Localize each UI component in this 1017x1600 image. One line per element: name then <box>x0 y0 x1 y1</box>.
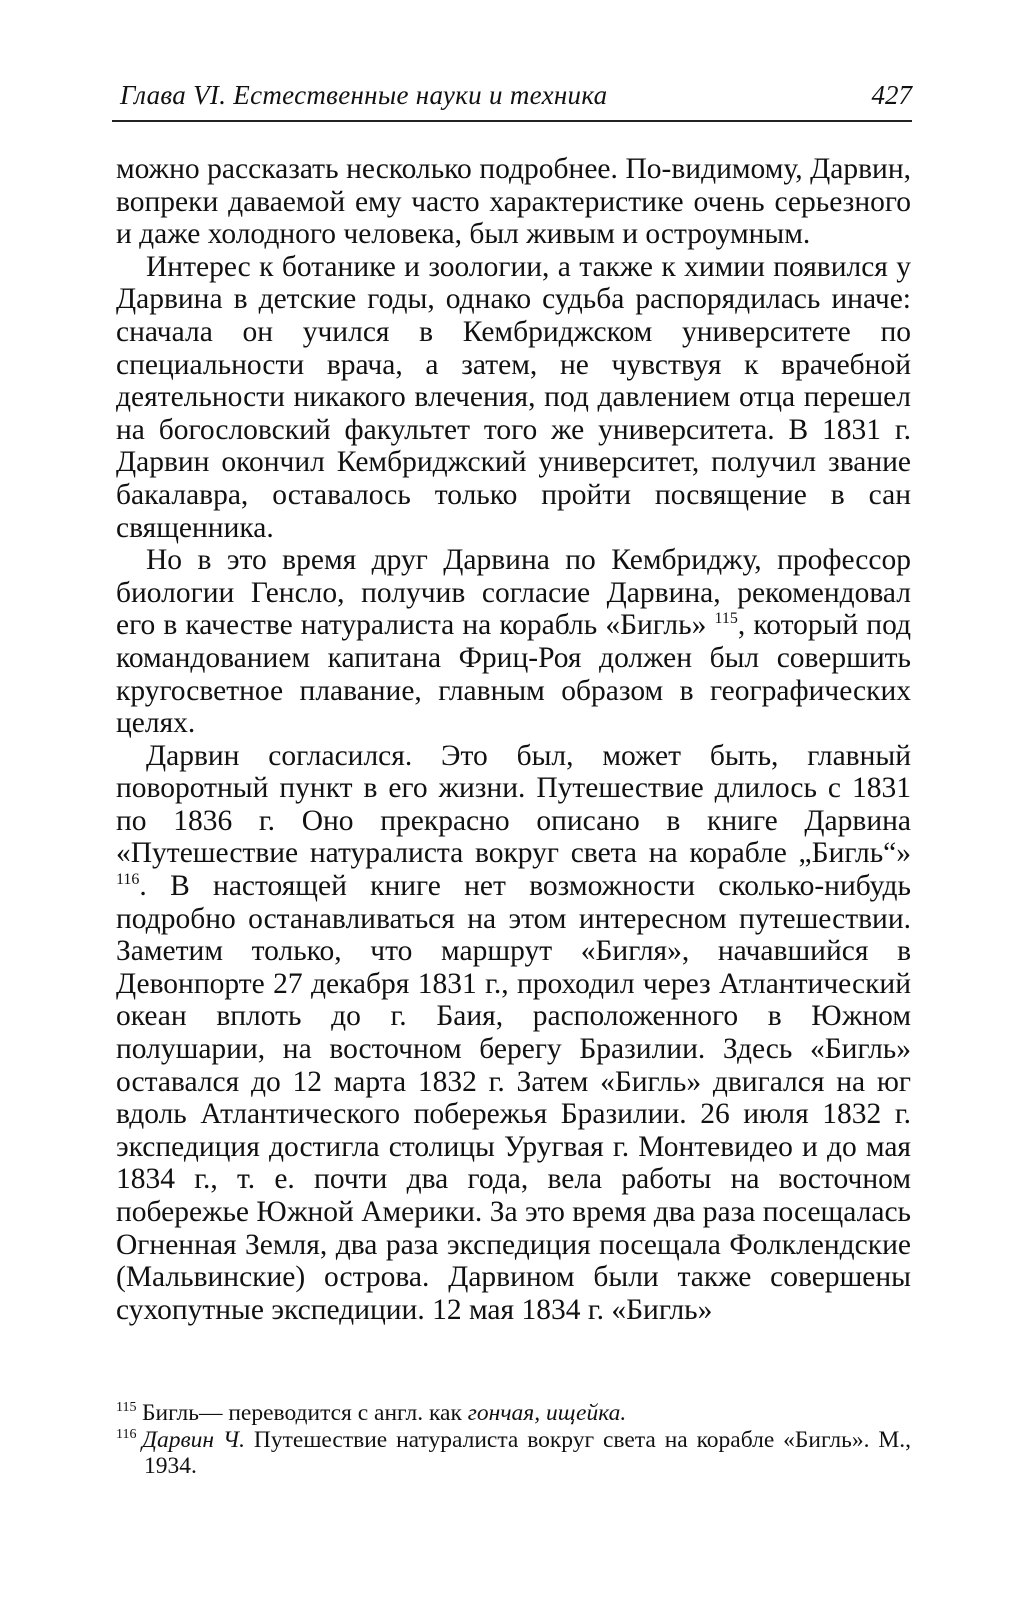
footnote-text: Бигль— переводится с англ. как <box>142 1400 468 1426</box>
main-text <box>116 153 911 1326</box>
paragraph-4-text-a: Дарвин согласился. Это был, может быть, главный поворотный пункт в его жизни. Путешествие длилось с 1831 по 1836 г. Оно прекрасно описано в книге Дарвина «Путешествие натуралиста вокруг света на корабле „Бигль“» <box>116 739 911 870</box>
page-number: 427 <box>871 80 912 110</box>
paragraph-4 <box>116 740 911 1327</box>
header-divider <box>112 120 912 122</box>
footnotes <box>116 1400 911 1480</box>
footnote-author: Дарвин Ч. <box>142 1427 246 1453</box>
footnote-italic-text: гончая, ищейка. <box>467 1400 627 1426</box>
footnote-text: Путешествие натуралиста вокруг света на корабле «Бигль». М., 1934. <box>144 1427 911 1479</box>
paragraph-4-text-b: . В настоящей книге нет возможности сколько-нибудь подробно останавливаться на этом интересном путешествии. Заметим только, что маршрут «Бигля», начавшийся в Девонпорте 27 декабря 1831 г., проходил через Атлантический океан вплоть до г. Баия, расположенного в Южном полушарии, на восточном берегу Бразилии. Здесь «Бигль» оставался до 12 марта 1832 г. Затем «Бигль» двигался на юг вдоль Атлантического побережья Бразилии. 26 июля 1832 г. экспедиция достигла столицы Уругвая г. Монтевидео и до мая 1834 г., т. е. почти два года, вела работы на восточном побережье Южной Америки. За это время два раза посещалась Огненная Земля, два раза экспедиция посещала Фолклендские (Мальвинские) острова. Дарвином были также совершены сухопутные экспедиции. 12 мая 1834 г. «Бигль» <box>116 870 911 1326</box>
chapter-title: Глава VI. Естественные науки и техника <box>120 80 608 110</box>
paragraph-1: можно рассказать несколько подробнее. По-видимому, Дарвин, вопреки даваемой ему часто характеристике очень серьезного и даже холодного человека, был живым и остроумным. <box>116 153 911 251</box>
paragraph-3-text-a: Но в это время друг Дарвина по Кембриджу, профессор биологии Генсло, получив согласие Дарвина, рекомендовал его в качестве натуралиста на корабль «Бигль» <box>116 544 911 642</box>
running-header <box>112 78 912 118</box>
footnote-115: 115 Бигль— переводится с англ. как гончая, ищейка. <box>116 1400 627 1426</box>
paragraph-3 <box>116 544 911 740</box>
paragraph-3-text-b: , который под командованием капитана Фриц-Роя должен был совершить кругосветное плавание, главным образом в географических целях. <box>116 609 911 740</box>
footnote-ref-115: 115 <box>714 610 738 628</box>
footnote-116: 116 Дарвин Ч. Путешествие натуралиста вокруг света на корабле «Бигль». М., 1934. <box>116 1427 911 1479</box>
footnote-ref-116: 116 <box>116 871 140 889</box>
paragraph-2: Интерес к ботанике и зоологии, а также к химии появился у Дарвина в детские годы, однако судьба распорядилась иначе: сначала он учился в Кембриджском университете по специальности врача, а затем, не чувствуя к врачебной деятельности никакого влечения, под давлением отца перешел на богословский факультет того же университета. В 1831 г. Дарвин окончил Кембриджский университет, получил звание бакалавра, оставалось только пройти посвящение в сан священника. <box>116 250 911 544</box>
